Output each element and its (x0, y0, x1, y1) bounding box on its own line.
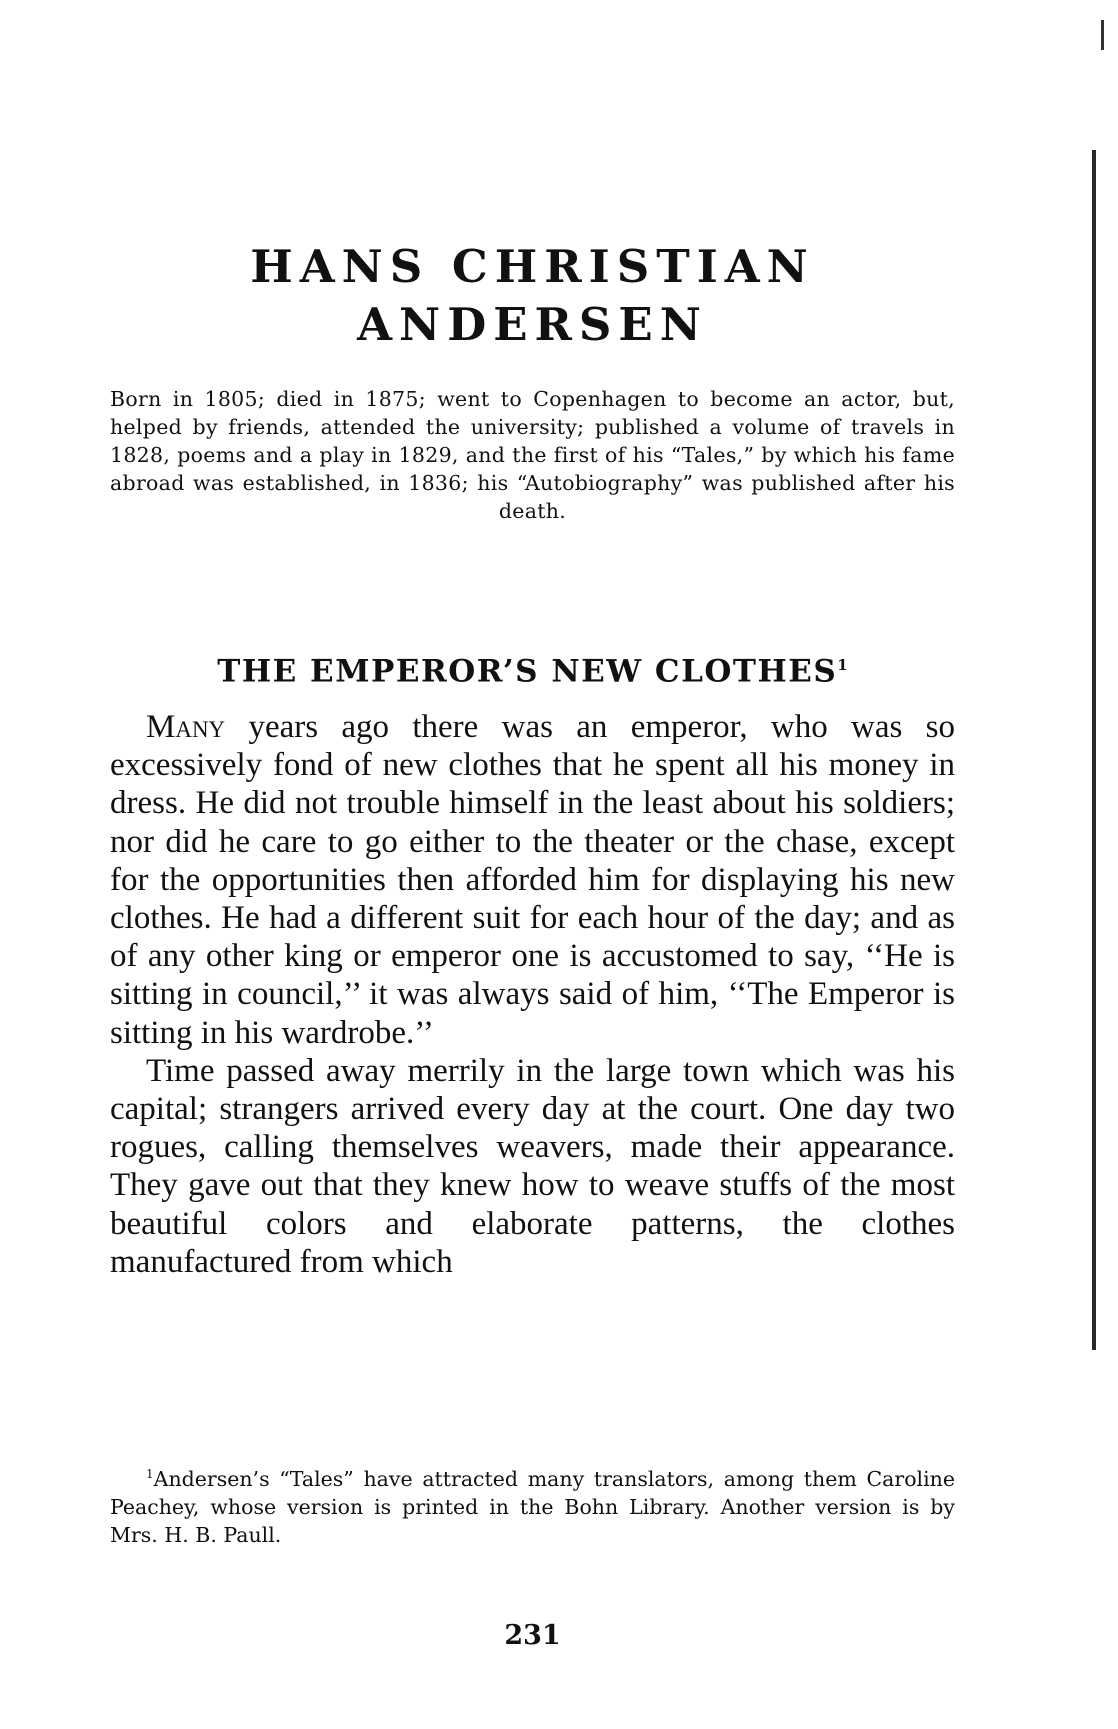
story-paragraph-1-text: years ago there was an emperor, who was so excessively fond of new clothes that he spent all his money in dress. He did not trouble himself in the least about his soldiers; nor did he care to go either to the theater or the chase, except for the opportunities then afforded him for displaying his new clothes. He had a different suit for each hour of the day; and as of any other king or emperor one is accustomed to say, ‘‘He is sitting in council,’’ it was always said of him, ‘‘The Emperor is sitting in his wardrobe.’’ (110, 709, 955, 1051)
page-edge-rule (1092, 150, 1096, 1350)
author-title (110, 238, 955, 354)
story-paragraph-2: Time passed away merrily in the large town which was his capital; strangers arrived every day at the court. One day two rogues, calling themselves weavers, made their appearance. They gave out that they knew how to weave stuffs of the most beautiful colors and elaborate patterns, the clothes manufactured from which (110, 1052, 955, 1280)
author-title-line2: ANDERSEN (357, 298, 708, 351)
footnote (110, 1460, 955, 1549)
story-body (110, 708, 955, 1281)
author-bio: Born in 1805; died in 1875; went to Copenhagen to become an actor, but, helped by friends, attended the university; published a volume of travels in 1828, poems and a play in 1829, and the first of his “Tales,” by which his fame abroad was established, in 1836; his “Autobiography” was published after his death. (110, 387, 955, 523)
page-number: 231 (504, 1620, 561, 1651)
story-title-text: THE EMPEROR’S NEW CLOTHES (217, 653, 838, 690)
footnote-mark: 1 (146, 1467, 154, 1481)
story-dropword: Many (146, 709, 226, 745)
story-title (110, 645, 955, 691)
page-edge-mark (1101, 20, 1104, 50)
footnote-text: Andersen’s “Tales” have attracted many translators, among them Caroline Peachey, whose version is printed in the Bohn Library. Another version is by Mrs. H. B. Paull. (110, 1466, 955, 1547)
story-title-footnote-mark: 1 (837, 656, 848, 674)
story-paragraph-1 (110, 708, 955, 1052)
author-title-line1: HANS CHRISTIAN (250, 240, 815, 293)
